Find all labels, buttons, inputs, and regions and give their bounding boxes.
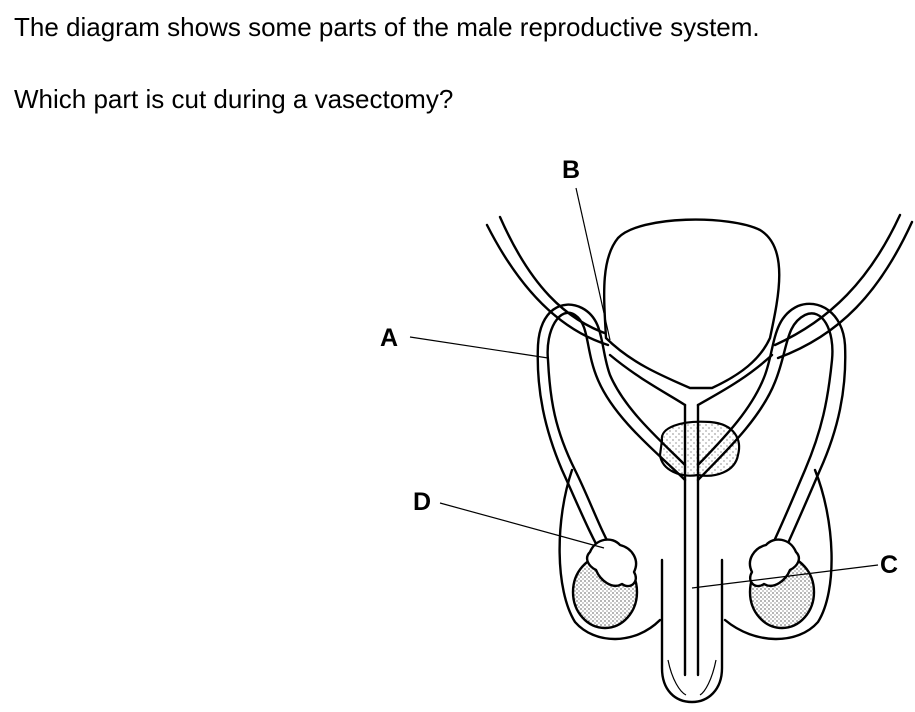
label-c: C: [880, 551, 899, 579]
testis-right: [750, 540, 814, 628]
label-d: D: [413, 488, 432, 516]
question-intro: The diagram shows some parts of the male reproductive system.: [14, 12, 760, 42]
bladder: [604, 220, 779, 388]
label-b: B: [562, 156, 581, 184]
penis: [662, 560, 722, 702]
label-a: A: [380, 324, 399, 352]
testis-left: [573, 540, 637, 628]
question-prompt: Which part is cut during a vasectomy?: [14, 84, 454, 114]
urethra: [610, 355, 772, 675]
